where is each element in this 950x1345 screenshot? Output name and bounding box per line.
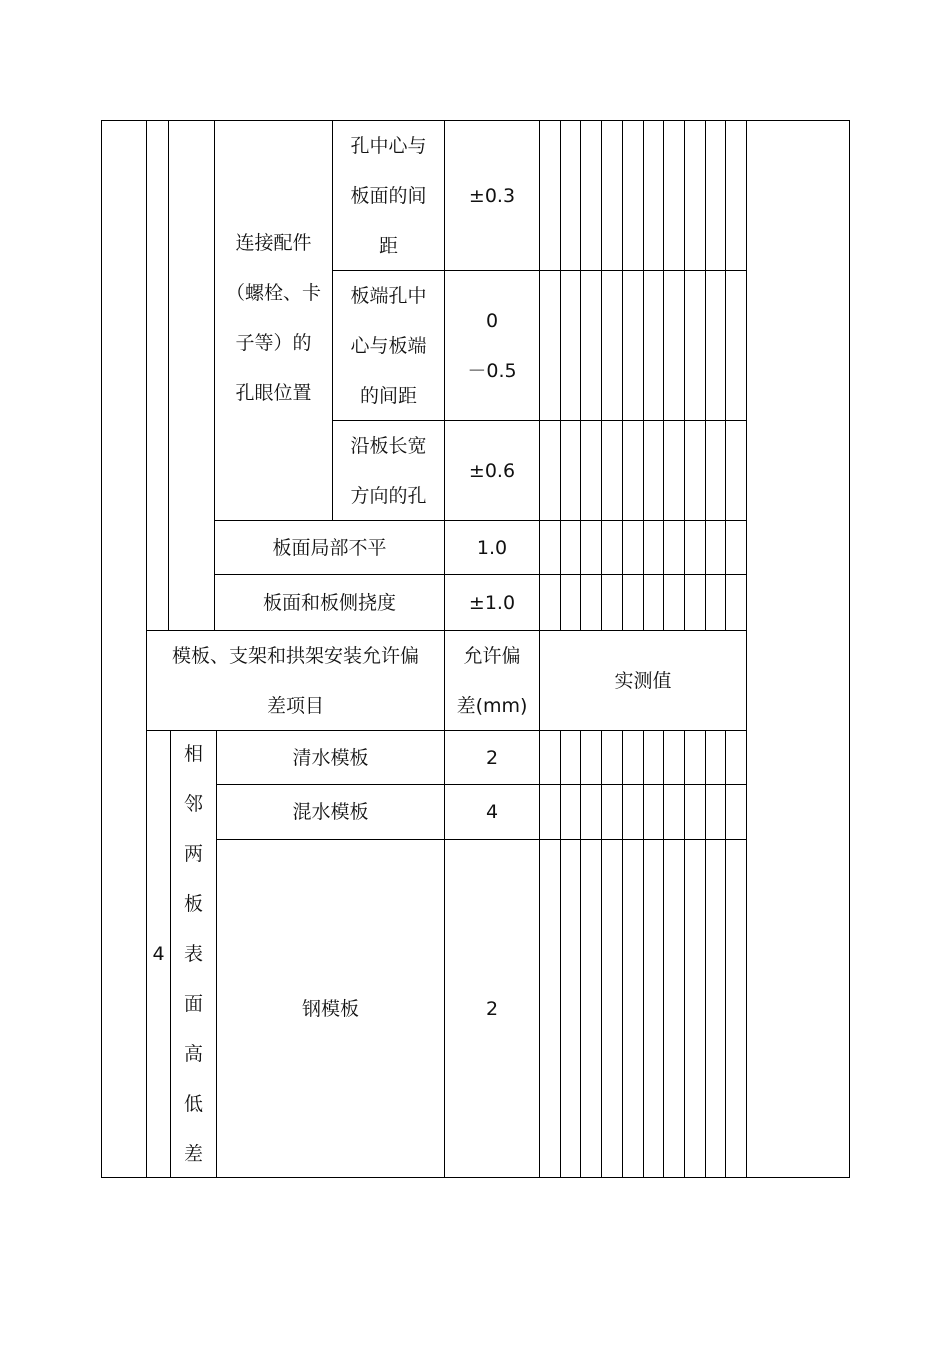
- item-line: 心与板端: [350, 334, 427, 357]
- tolerance-cell: [445, 785, 539, 839]
- item-line: 板面和板侧挠度: [262, 591, 396, 614]
- group-label-char: 低: [183, 1093, 203, 1115]
- group-label-surface-height-diff: [171, 731, 216, 1177]
- table-border-left: [101, 120, 102, 1178]
- measure-column-line: [725, 730, 726, 1178]
- header-line: 允许偏: [463, 644, 521, 667]
- item-cell: [215, 521, 444, 574]
- group-label-char: 邻: [183, 793, 203, 815]
- table-border-bottom: [101, 1177, 850, 1178]
- item-number: [147, 731, 170, 1177]
- item-cell: [333, 271, 444, 420]
- measure-column-line: [643, 730, 644, 1178]
- item-line: 距: [378, 234, 398, 257]
- group-label-char: 高: [183, 1043, 203, 1065]
- column-line: [746, 120, 747, 1178]
- tolerance-value: 0: [485, 309, 499, 332]
- measure-column-line: [601, 730, 602, 1178]
- tolerance-value: ±0.3: [468, 184, 516, 207]
- tolerance-value: 2: [485, 997, 499, 1020]
- group-label-char: 差: [183, 1143, 203, 1165]
- item-cell: [217, 840, 444, 1177]
- measure-column-line: [601, 120, 602, 630]
- measure-column-line: [580, 120, 581, 630]
- tolerance-value: －0.5: [467, 359, 517, 382]
- group-label-char: 面: [183, 993, 203, 1015]
- section-header-item: [147, 631, 444, 730]
- measure-column-line: [663, 120, 664, 630]
- tolerance-cell: [445, 421, 539, 520]
- header-line: 差(mm): [456, 694, 528, 717]
- header-line: 差项目: [266, 694, 324, 717]
- measure-column-line: [622, 120, 623, 630]
- column-line: [168, 120, 169, 630]
- group-label-line: （螺栓、卡: [225, 282, 321, 304]
- tolerance-value: ±1.0: [468, 591, 516, 614]
- item-text: 清水模板: [292, 746, 369, 769]
- item-line: 板端孔中: [350, 284, 427, 307]
- measure-column-line: [560, 730, 561, 1178]
- tolerance-value: 2: [485, 746, 499, 769]
- measured-label: 实测值: [614, 669, 672, 692]
- item-line: 板面的间: [350, 184, 427, 207]
- item-number-text: 4: [152, 943, 165, 965]
- section-header-tolerance: [445, 631, 539, 730]
- group-label-char: 两: [183, 843, 203, 865]
- tolerance-cell: [445, 271, 539, 420]
- item-cell: [215, 575, 444, 630]
- item-cell: [333, 421, 444, 520]
- group-label-line: 孔眼位置: [235, 382, 312, 404]
- measure-column-line: [622, 730, 623, 1178]
- tolerance-cell: [445, 840, 539, 1177]
- group-label-char: 表: [183, 943, 203, 965]
- item-text: 钢模板: [301, 997, 359, 1020]
- tolerance-cell: [445, 121, 539, 270]
- measure-column-line: [580, 730, 581, 1178]
- tolerance-cell: [445, 731, 539, 784]
- tolerance-value: ±0.6: [468, 459, 516, 482]
- item-text: 混水模板: [292, 801, 369, 823]
- section-header-measured: [540, 631, 746, 730]
- item-line: 板面局部不平: [272, 536, 387, 559]
- item-line: 的间距: [359, 384, 417, 407]
- item-line: 孔中心与: [350, 134, 427, 157]
- measure-column-line: [684, 730, 685, 1178]
- group-label-char: 相: [183, 743, 203, 765]
- measure-column-line: [663, 730, 664, 1178]
- table-border-right: [849, 120, 850, 1178]
- tolerance-cell: [445, 575, 539, 630]
- item-line: 方向的孔: [350, 484, 427, 507]
- measure-column-line: [725, 120, 726, 630]
- tolerance-cell: [445, 521, 539, 574]
- measure-column-line: [705, 120, 706, 630]
- measure-column-line: [705, 730, 706, 1178]
- tolerance-value: 1.0: [476, 536, 508, 559]
- item-cell: [217, 731, 444, 784]
- item-line: 沿板长宽: [350, 434, 427, 457]
- header-line: 模板、支架和拱架安装允许偏: [171, 644, 419, 667]
- item-cell: [333, 121, 444, 270]
- measure-column-line: [643, 120, 644, 630]
- measure-column-line: [684, 120, 685, 630]
- tolerance-value: 4: [485, 801, 499, 823]
- measure-column-line: [560, 120, 561, 630]
- group-label-line: 子等）的: [235, 332, 312, 354]
- group-label-line: 连接配件: [235, 232, 312, 254]
- item-cell: [217, 785, 444, 839]
- group-label-char: 板: [183, 893, 203, 915]
- group-label-connection-holes: [215, 218, 332, 418]
